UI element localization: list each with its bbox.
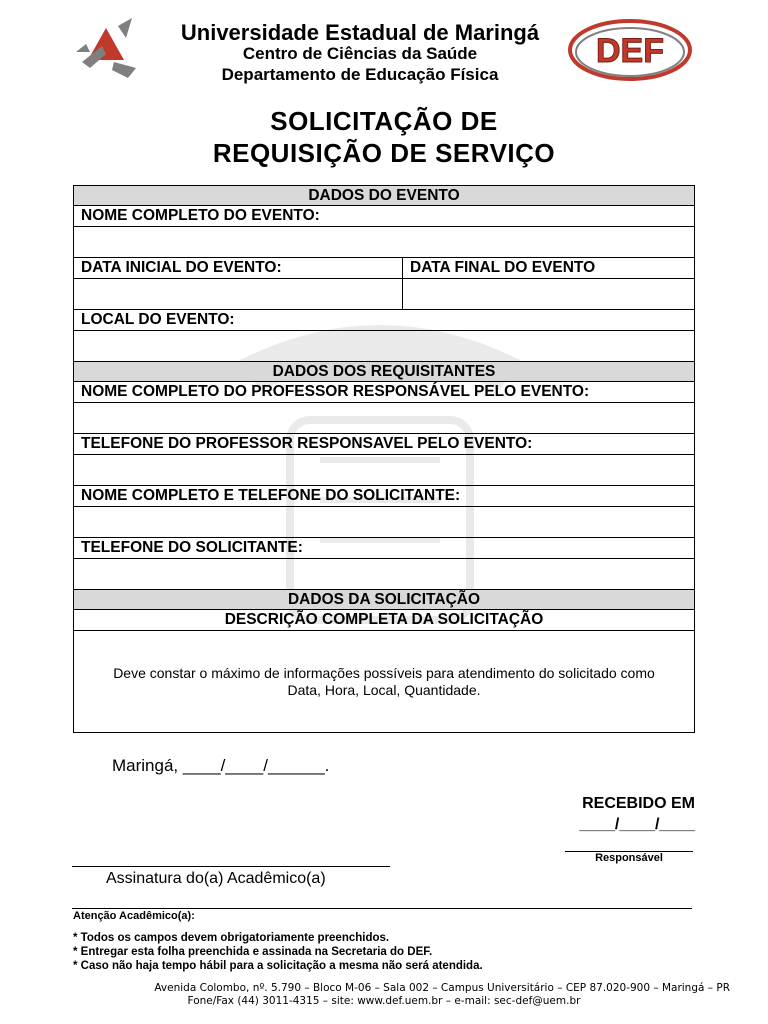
location-label: LOCAL DO EVENTO: [81,311,235,328]
request-form [73,185,695,733]
requester-phone-field[interactable] [74,559,694,590]
department-name: Departamento de Educação Física [221,65,499,84]
description-field[interactable] [74,631,694,732]
attention-notes [73,931,483,973]
description-hint-line2: Data, Hora, Local, Quantidade. [287,681,481,698]
event-name-label: NOME COMPLETO DO EVENTO: [81,207,320,224]
note-item: * Caso não haja tempo hábil para a solicitação a mesma não será atendida. [73,960,483,972]
note-item: * Entregar esta folha preenchida e assinada na Secretaria do DEF. [73,946,433,958]
def-logo-icon [568,18,692,82]
professor-phone-label: TELEFONE DO PROFESSOR RESPONSAVEL PELO EVENTO: [81,435,533,452]
city-date-line: Maringá, ____/____/______. [112,756,330,775]
start-date-label: DATA INICIAL DO EVENTO: [74,258,403,278]
footer-contact: Fone/Fax (44) 3011-4315 – site: www.def.uem.br – e-mail: sec-def@uem.br [187,995,581,1007]
description-hint-line1: Deve constar o máximo de informações possíveis para atendimento do solicitado como [113,664,655,681]
divider [72,908,692,909]
description-label: DESCRIÇÃO COMPLETA DA SOLICITAÇÃO [224,611,544,628]
section-event-header: DADOS DO EVENTO [74,186,694,206]
professor-name-label: NOME COMPLETO DO PROFESSOR RESPONSÁVEL PELO EVENTO: [81,383,590,400]
def-logo [568,18,692,82]
event-name-field[interactable] [74,227,694,258]
location-field[interactable] [74,331,694,362]
requester-phone-label: TELEFONE DO SOLICITANTE: [81,539,303,556]
section-requesters-header: DADOS DOS REQUISITANTES [74,362,694,382]
responsible-label: Responsável [595,852,663,864]
section-request-header: DADOS DA SOLICITAÇÃO [74,590,694,610]
uem-logo-icon [72,16,140,84]
requester-name-phone-field[interactable] [74,507,694,538]
start-date-field[interactable] [74,279,403,309]
received-date-line: ____/____/____ [579,816,695,833]
form-title-line1: SOLICITAÇÃO DE [270,106,498,136]
def-logo-text: DEF [596,32,664,70]
end-date-field[interactable] [403,279,694,309]
student-signature-label: Assinatura do(a) Acadêmico(a) [106,870,326,887]
received-label: RECEBIDO EM [582,795,695,812]
professor-name-field[interactable] [74,403,694,434]
form-title-line2: REQUISIÇÃO DE SERVIÇO [212,138,556,168]
footer-address: Avenida Colombo, nº. 5.790 – Bloco M-06 – Sala 002 – Campus Universitário – CEP 87.020-900 – Maringá – PR [154,982,730,994]
end-date-label: DATA FINAL DO EVENTO [410,259,596,276]
note-item: * Todos os campos devem obrigatoriamente preenchidos. [73,932,390,944]
center-name: Centro de Ciências da Saúde [242,44,478,63]
professor-phone-field[interactable] [74,455,694,486]
university-name: Universidade Estadual de Maringá [180,20,540,45]
student-signature-line [72,866,390,867]
requester-name-phone-label: NOME COMPLETO E TELEFONE DO SOLICITANTE: [81,487,461,504]
attention-title: Atenção Acadêmico(a): [73,910,195,922]
